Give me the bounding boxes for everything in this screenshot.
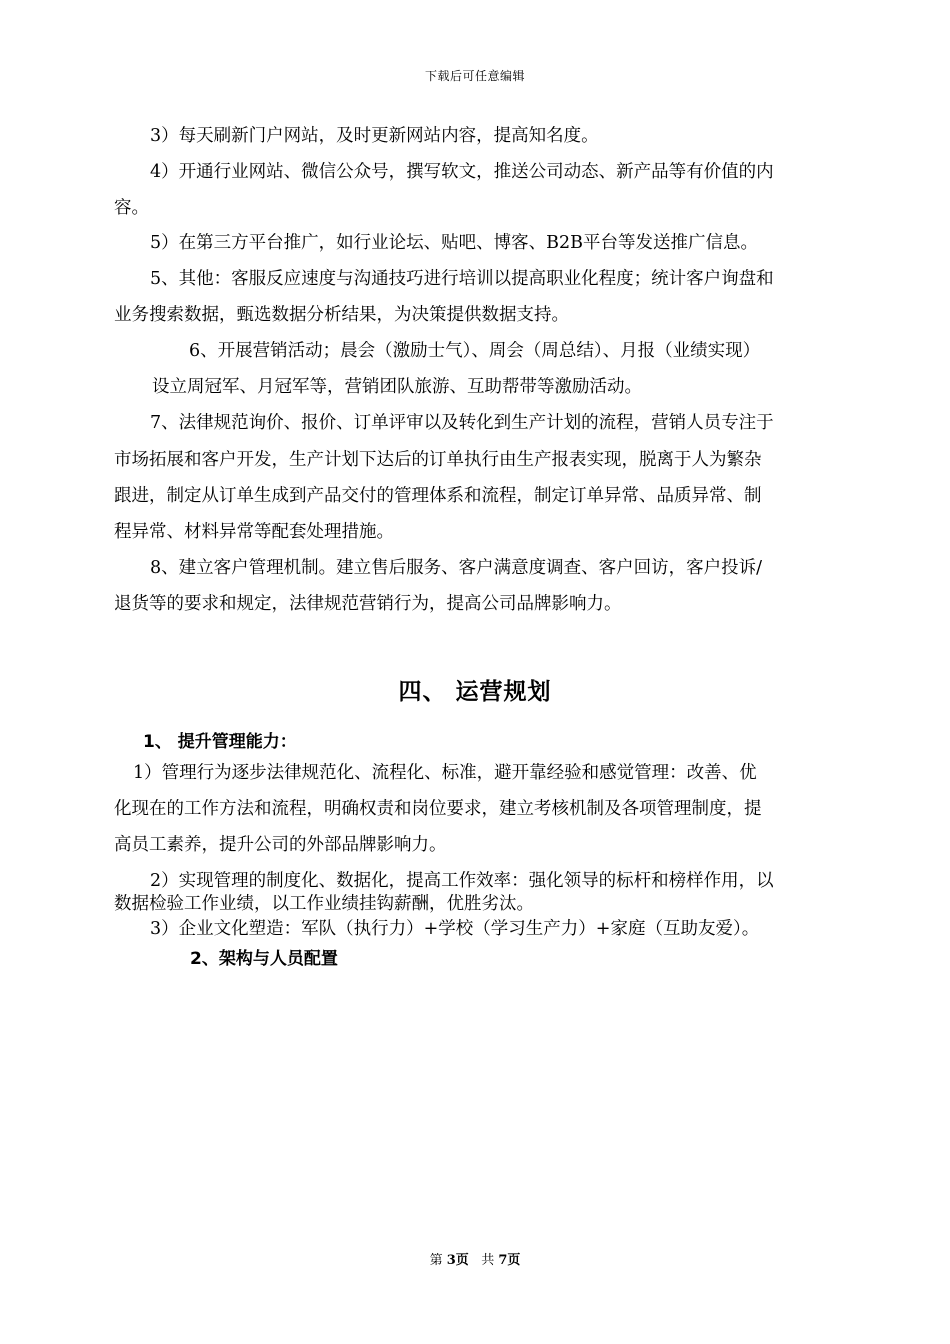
body-line: 2）实现管理的制度化、数据化，提高工作效率：强化领导的标杆和榜样作用，以 [150, 871, 774, 891]
body-line: 市场拓展和客户开发，生产计划下达后的订单执行由生产报表实现，脱离于人为繁杂 [114, 450, 762, 470]
page-footer [0, 1249, 950, 1268]
footer-page-label: 第 [429, 1253, 443, 1268]
footer-total-label: 共 [481, 1253, 495, 1268]
footer-total-number: 7 [498, 1253, 508, 1268]
footer-page-number: 3 [446, 1253, 456, 1268]
body-line: 业务搜索数据，甄选数据分析结果，为决策提供数据支持。 [114, 305, 569, 325]
body-line: 6、开展营销活动；晨会（激励士气）、周会（周总结）、月报（业绩实现） [189, 341, 761, 361]
body-line: 高员工素养，提升公司的外部品牌影响力。 [114, 835, 447, 855]
body-line: 3）企业文化塑造：军队（执行力）+学校（学习生产力）+家庭（互助友爱）。 [150, 919, 760, 939]
body-line: 5、其他：客服反应速度与沟通技巧进行培训以提高职业化程度；统计客户询盘和 [150, 269, 774, 289]
section-heading: 四、 运营规划 [398, 679, 552, 705]
body-line: 设立周冠军、月冠军等，营销团队旅游、互助帮带等激励活动。 [152, 377, 642, 397]
body-line: 数据检验工作业绩，以工作业绩挂钩薪酬，优胜劣汰。 [114, 894, 534, 914]
body-line: 5）在第三方平台推广，如行业论坛、贴吧、博客、B2B平台等发送推广信息。 [150, 233, 758, 253]
body-line: 8、建立客户管理机制。建立售后服务、客户满意度调查、客户回访，客户投诉/ [150, 558, 763, 578]
body-line: 3）每天刷新门户网站，及时更新网站内容，提高知名度。 [150, 126, 599, 146]
body-line: 1）管理行为逐步法律规范化、流程化、标准，避开靠经验和感觉管理：改善、优 [133, 763, 757, 783]
body-line: 4）开通行业网站、微信公众号，撰写软文，推送公司动态、新产品等有价值的内 [150, 162, 774, 182]
subheading-2: 2、架构与人员配置 [190, 949, 338, 969]
body-line: 程异常、材料异常等配套处理措施。 [114, 522, 394, 542]
body-line: 跟进，制定从订单生成到产品交付的管理体系和流程，制定订单异常、品质异常、制 [114, 486, 762, 506]
body-line: 容。 [114, 198, 149, 218]
footer-total-unit: 页 [507, 1253, 521, 1268]
body-line: 7、法律规范询价、报价、订单评审以及转化到生产计划的流程，营销人员专注于 [150, 413, 774, 433]
body-line: 化现在的工作方法和流程，明确权责和岗位要求，建立考核机制及各项管理制度，提 [114, 799, 762, 819]
body-line: 退货等的要求和规定，法律规范营销行为，提高公司品牌影响力。 [114, 594, 622, 614]
footer-page-unit: 页 [455, 1253, 469, 1268]
page-header: 下载后可任意编辑 [424, 69, 525, 83]
subheading-1: 1、 提升管理能力： [143, 732, 297, 752]
